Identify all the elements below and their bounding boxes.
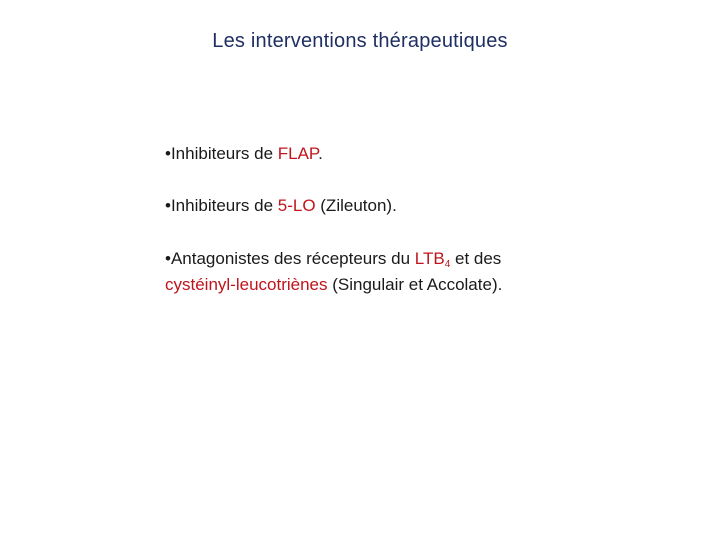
bullet-item-5lo — [165, 194, 685, 218]
highlight-term: FLAP — [277, 144, 319, 163]
bullet-text: (Zileuton). — [315, 196, 397, 215]
bullet-text: . — [318, 144, 323, 163]
bullet-text: Antagonistes des récepteurs du — [170, 249, 415, 268]
subscript: 4 — [444, 259, 451, 270]
highlight-term: 5-LO — [277, 196, 316, 215]
bullet-text: Inhibiteurs de — [170, 144, 278, 163]
bullet-marker: • — [165, 196, 171, 215]
bullet-text: et des — [450, 249, 502, 268]
bullet-item-antagonists — [165, 246, 685, 298]
highlight-term — [415, 249, 450, 268]
bullet-marker: • — [165, 144, 171, 163]
bullet-text: Inhibiteurs de — [170, 196, 278, 215]
bullet-list — [165, 142, 685, 326]
highlight-term-base: LTB — [414, 249, 445, 268]
slide-title: Les interventions thérapeutiques — [212, 30, 508, 52]
highlight-term: cystéinyl-leucotriènes — [165, 275, 328, 294]
bullet-item-flap — [165, 142, 685, 166]
bullet-text: (Singulair et Accolate). — [327, 275, 503, 294]
bullet-marker: • — [165, 249, 171, 268]
